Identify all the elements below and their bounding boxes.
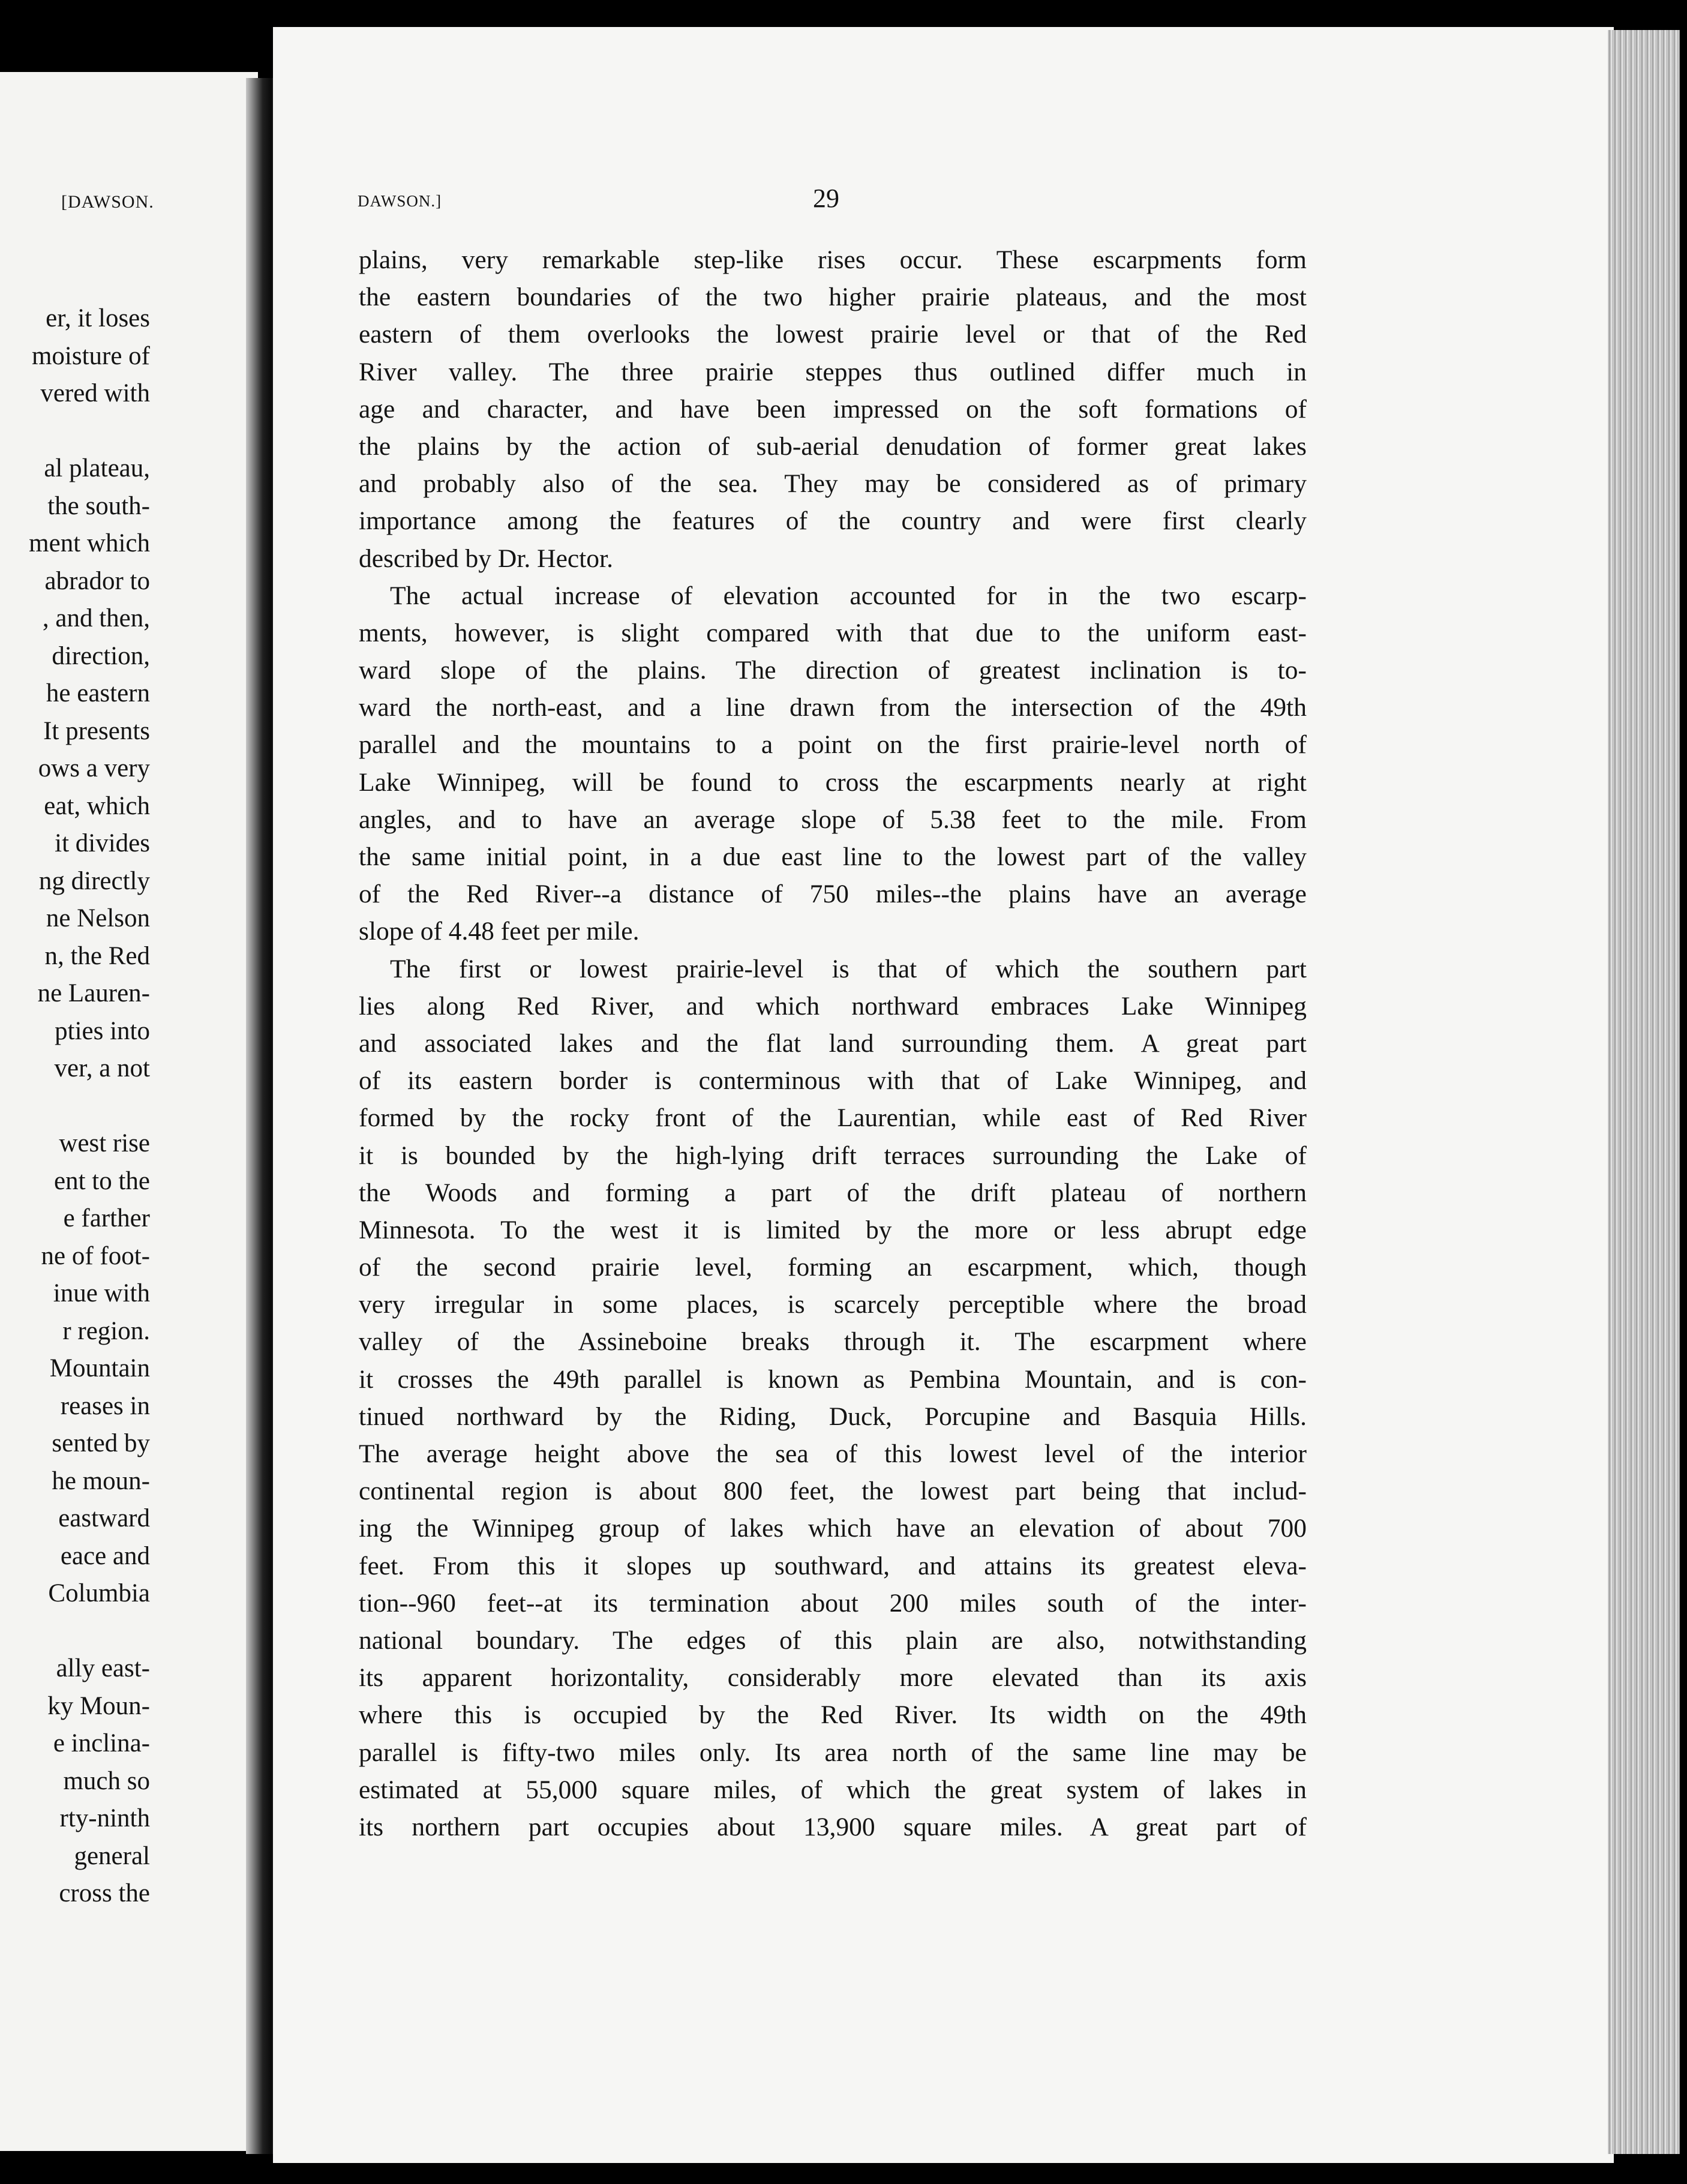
left-text-line: he eastern <box>46 679 150 707</box>
left-text-line <box>0 1088 150 1126</box>
left-text-line: pties into <box>55 1016 150 1045</box>
left-running-head: [DAWSON. <box>61 192 154 212</box>
text-line: The actual increase of elevation accounted for in the two escarp- <box>390 581 1307 610</box>
text-line: of its eastern border is conterminous with that of Lake Winnipeg, and <box>359 1066 1307 1096</box>
left-text-line: al plateau, <box>44 454 150 482</box>
text-line: it crosses the 49th parallel is known as Pembina Mountain, and is con- <box>359 1364 1307 1394</box>
text-line: ward the north-east, and a line drawn from the intersection of the 49th <box>359 693 1307 722</box>
text-line: its northern part occupies about 13,900 square miles. A great part of <box>359 1812 1307 1841</box>
text-line: valley of the Assineboine breaks through it. The escarpment where <box>359 1327 1307 1357</box>
left-text-line: er, it loses <box>46 304 150 332</box>
text-line: and probably also of the sea. They may be considered as of primary <box>359 469 1307 499</box>
text-line: River valley. The three prairie steppes thus outlined differ much in <box>359 357 1307 386</box>
text-line: The average height above the sea of this lowest level of the interior <box>359 1439 1307 1468</box>
text-line: Minnesota. To the west it is limited by the more or less abrupt edge <box>359 1215 1307 1244</box>
left-text-line: west rise <box>59 1129 150 1157</box>
left-text-line: eastward <box>58 1504 150 1532</box>
text-line: age and character, and have been impressed on the soft formations of <box>359 394 1307 424</box>
left-text-line: ne Lauren- <box>37 979 150 1007</box>
left-text-line: , and then, <box>42 604 150 632</box>
left-text-line: ng directly <box>38 866 150 895</box>
left-text-line: sented by <box>52 1429 150 1457</box>
text-line: the eastern boundaries of the two higher prairie plateaus, and the most <box>359 283 1307 312</box>
text-line: The first or lowest prairie-level is that of which the southern part <box>390 954 1307 983</box>
text-line: national boundary. The edges of this plain are also, notwithstanding <box>359 1625 1307 1655</box>
left-text-line <box>0 413 150 451</box>
text-line: tinued northward by the Riding, Duck, Porcupine and Basquia Hills. <box>359 1402 1307 1431</box>
left-text-line: ky Moun- <box>47 1691 150 1720</box>
text-line: parallel and the mountains to a point on the first prairie-level north of <box>359 730 1307 760</box>
left-text-line: moisture of <box>31 341 150 370</box>
left-text-line: n, the Red <box>44 941 150 970</box>
text-line: tion--960 feet--at its termination about 200 miles south of the inter- <box>359 1588 1307 1618</box>
text-line: the plains by the action of sub-aerial denudation of former great lakes <box>359 431 1307 461</box>
left-text-line: vered with <box>40 379 150 407</box>
left-text-line: Mountain <box>49 1354 150 1382</box>
left-text-line: ne Nelson <box>46 904 150 932</box>
left-text-line: reases in <box>60 1391 150 1420</box>
left-text-line: the south- <box>47 491 150 520</box>
text-line: continental region is about 800 feet, the lowest part being that includ- <box>359 1477 1307 1506</box>
left-text-line: e inclina- <box>53 1729 150 1757</box>
text-line: Lake Winnipeg, will be found to cross the escarpments nearly at right <box>359 767 1307 797</box>
page-edges <box>1608 30 1680 2154</box>
text-line: and associated lakes and the flat land surrounding them. A great part <box>359 1028 1307 1058</box>
left-text-line: inue with <box>53 1279 150 1307</box>
text-line: it is bounded by the high-lying drift terraces surrounding the Lake of <box>359 1141 1307 1170</box>
text-line: formed by the rocky front of the Laurentian, while east of Red River <box>359 1103 1307 1133</box>
left-text-line: ent to the <box>53 1166 150 1195</box>
left-text-line: ally east- <box>56 1654 150 1682</box>
left-text-line: direction, <box>52 641 150 670</box>
text-line: ward slope of the plains. The direction of greatest inclination is to- <box>359 656 1307 685</box>
left-text-line: ver, a not <box>54 1054 150 1082</box>
text-line: its apparent horizontality, considerably more elevated than its axis <box>359 1663 1307 1693</box>
left-text-line: Columbia <box>48 1579 150 1607</box>
left-text-line: e farther <box>63 1204 150 1232</box>
text-line: the Woods and forming a part of the drift plateau of northern <box>359 1178 1307 1207</box>
left-text-line: ment which <box>29 529 150 557</box>
left-page <box>0 72 258 2151</box>
text-line: where this is occupied by the Red River. Its width on the 49th <box>359 1700 1307 1730</box>
text-line: described by Dr. Hector. <box>359 544 613 573</box>
text-line: ments, however, is slight compared with that due to the uniform east- <box>359 618 1307 647</box>
left-text-line: It presents <box>43 716 150 745</box>
left-text-line: it divides <box>55 829 150 857</box>
text-line: parallel is fifty-two miles only. Its area north of the same line may be <box>359 1738 1307 1767</box>
body-text <box>359 241 1307 1846</box>
left-text-line: ne of foot- <box>41 1241 150 1270</box>
running-head: DAWSON.] <box>358 192 442 210</box>
left-text-line: rty-ninth <box>59 1804 150 1832</box>
left-text-line: r region. <box>62 1316 150 1345</box>
text-line: slope of 4.48 feet per mile. <box>359 917 640 946</box>
left-text-line: abrador to <box>44 566 150 595</box>
left-text-line: eace and <box>60 1541 150 1570</box>
text-line: plains, very remarkable step-like rises occur. These escarpments form <box>359 245 1307 274</box>
left-text-line: he moun- <box>52 1466 150 1495</box>
text-line: of the Red River--a distance of 750 miles--the plains have an average <box>359 880 1307 909</box>
text-line: feet. From this it slopes up southward, and attains its greatest eleva- <box>359 1551 1307 1580</box>
text-line: the same initial point, in a due east line to the lowest part of the valley <box>359 842 1307 871</box>
left-text-line <box>0 1613 150 1651</box>
text-line: eastern of them overlooks the lowest prairie level or that of the Red <box>359 320 1307 349</box>
left-text-line: ows a very <box>38 754 150 782</box>
text-line: importance among the features of the country and were first clearly <box>359 506 1307 536</box>
text-line: angles, and to have an average slope of 5.38 feet to the mile. From <box>359 805 1307 834</box>
text-line: ing the Winnipeg group of lakes which have an elevation of about 700 <box>359 1514 1307 1543</box>
left-text-line: general <box>74 1841 150 1870</box>
left-text-line: cross the <box>59 1879 150 1907</box>
page-number: 29 <box>813 184 839 213</box>
text-line: very irregular in some places, is scarcely perceptible where the broad <box>359 1290 1307 1319</box>
left-page-text <box>0 300 150 1913</box>
text-line: of the second prairie level, forming an escarpment, which, though <box>359 1253 1307 1282</box>
left-text-line: much so <box>63 1766 150 1795</box>
left-text-line: eat, which <box>44 791 150 820</box>
text-line: estimated at 55,000 square miles, of which the great system of lakes in <box>359 1775 1307 1804</box>
text-line: lies along Red River, and which northward embraces Lake Winnipeg <box>359 991 1307 1021</box>
